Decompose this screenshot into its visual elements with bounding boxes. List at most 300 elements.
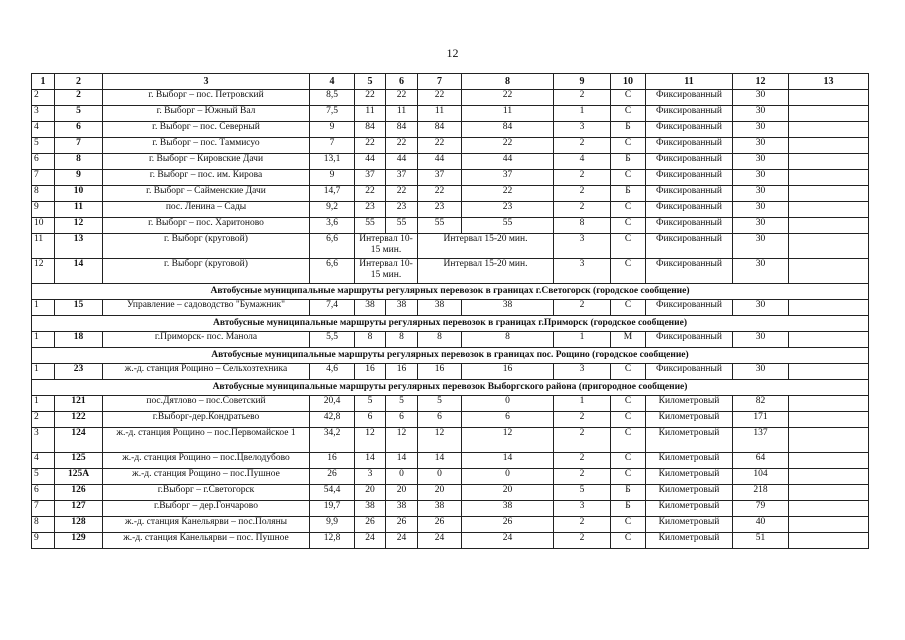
table-cell: 37	[462, 170, 554, 186]
table-cell: 12,8	[310, 533, 355, 549]
table-cell: 4	[32, 122, 55, 138]
table-cell: 22	[355, 186, 386, 202]
table-cell: 3	[554, 259, 611, 284]
table-cell: 44	[355, 154, 386, 170]
table-cell: ж.-д. станция Канельярви – пос. Пушное	[103, 533, 310, 549]
table-cell: 11	[418, 106, 462, 122]
table-cell: ж.-д. станция Рощино – пос.Цвелодубово	[103, 453, 310, 469]
table-cell: 22	[386, 138, 418, 154]
table-cell: 23	[386, 202, 418, 218]
table-cell: Фиксированный	[646, 259, 733, 284]
table-cell: Интервал 10-15 мин.	[355, 259, 418, 284]
table-cell: 30	[733, 170, 789, 186]
table-cell: 6,6	[310, 234, 355, 259]
table-cell: 1	[32, 396, 55, 412]
table-cell: 26	[418, 517, 462, 533]
table-cell: г. Выборг – Кировские Дачи	[103, 154, 310, 170]
table-cell: 5	[32, 138, 55, 154]
table-cell: 124	[55, 428, 103, 453]
table-cell: 2	[554, 517, 611, 533]
table-cell: 30	[733, 90, 789, 106]
column-header: 3	[103, 74, 310, 90]
table-cell: 3	[554, 501, 611, 517]
table-cell: 5,5	[310, 332, 355, 348]
table-cell: 9	[32, 533, 55, 549]
table-cell: 14	[462, 453, 554, 469]
table-cell: 3	[32, 428, 55, 453]
table-cell: 2	[554, 186, 611, 202]
table-cell: 9	[32, 202, 55, 218]
table-cell: 9,2	[310, 202, 355, 218]
table-cell	[789, 332, 869, 348]
table-body	[32, 90, 869, 549]
table-cell: 1	[32, 364, 55, 380]
table-row	[32, 300, 869, 316]
table-cell: 14	[418, 453, 462, 469]
table-row	[32, 106, 869, 122]
table-cell: 5	[554, 485, 611, 501]
table-cell: Интервал 15-20 мин.	[418, 234, 554, 259]
table-cell: 84	[462, 122, 554, 138]
table-cell: Фиксированный	[646, 218, 733, 234]
table-cell: 6	[55, 122, 103, 138]
table-cell: г. Выборг (круговой)	[103, 259, 310, 284]
table-cell: 40	[733, 517, 789, 533]
table-cell: 2	[554, 533, 611, 549]
table-cell: пос.Дятлово – пос.Советский	[103, 396, 310, 412]
table-cell: Фиксированный	[646, 106, 733, 122]
table-cell: 12	[55, 218, 103, 234]
table-cell: 30	[733, 186, 789, 202]
table-cell: 55	[386, 218, 418, 234]
table-row	[32, 234, 869, 259]
table-cell: 14	[355, 453, 386, 469]
table-cell: 30	[733, 202, 789, 218]
table-cell: 2	[554, 300, 611, 316]
table-cell: 22	[355, 138, 386, 154]
table-cell: 12	[462, 428, 554, 453]
table-cell: 44	[462, 154, 554, 170]
table-cell: 5	[418, 396, 462, 412]
table-cell: ж.-д. станция Рощино – Сельхозтехника	[103, 364, 310, 380]
table-cell: 4	[554, 154, 611, 170]
table-cell	[789, 364, 869, 380]
table-cell: 19,7	[310, 501, 355, 517]
table-cell	[789, 501, 869, 517]
table-cell: 13,1	[310, 154, 355, 170]
table-cell: 3,6	[310, 218, 355, 234]
table-cell: 7,5	[310, 106, 355, 122]
table-cell: Фиксированный	[646, 202, 733, 218]
table-cell: 8,5	[310, 90, 355, 106]
table-cell: 127	[55, 501, 103, 517]
table-cell: г. Выборг – Сайменские Дачи	[103, 186, 310, 202]
table-cell: 104	[733, 469, 789, 485]
table-cell: 20	[386, 485, 418, 501]
table-cell: 2	[554, 453, 611, 469]
table-cell: Фиксированный	[646, 154, 733, 170]
table-cell: г. Выборг – пос. Петровский	[103, 90, 310, 106]
table-cell: С	[611, 412, 646, 428]
column-header: 7	[418, 74, 462, 90]
table-cell: Километровый	[646, 453, 733, 469]
table-row	[32, 90, 869, 106]
table-cell: 38	[386, 501, 418, 517]
table-cell: 3	[32, 106, 55, 122]
table-cell: г.Выборг – г.Светогорск	[103, 485, 310, 501]
table-cell: 42,8	[310, 412, 355, 428]
table-cell: Фиксированный	[646, 138, 733, 154]
table-cell: Б	[611, 186, 646, 202]
table-cell: 23	[355, 202, 386, 218]
table-cell: 14	[55, 259, 103, 284]
table-cell: 10	[32, 218, 55, 234]
table-cell: 30	[733, 332, 789, 348]
table-cell: 54,4	[310, 485, 355, 501]
table-cell: 55	[462, 218, 554, 234]
table-cell: 3	[554, 122, 611, 138]
table-cell: 64	[733, 453, 789, 469]
table-row	[32, 469, 869, 485]
table-row	[32, 428, 869, 453]
table-cell: 7	[32, 501, 55, 517]
table-cell	[789, 234, 869, 259]
table-cell: С	[611, 300, 646, 316]
routes-table	[31, 73, 869, 549]
table-cell: 30	[733, 106, 789, 122]
table-cell: 5	[55, 106, 103, 122]
table-cell: 18	[55, 332, 103, 348]
table-cell: 3	[554, 234, 611, 259]
table-cell: 84	[386, 122, 418, 138]
table-cell: 2	[554, 202, 611, 218]
table-cell: 2	[554, 170, 611, 186]
section-title: Автобусные муниципальные маршруты регулярных перевозок в границах г.Приморск (городское сообщение)	[32, 316, 869, 332]
table-cell: Километровый	[646, 517, 733, 533]
table-row	[32, 218, 869, 234]
table-cell: 24	[462, 533, 554, 549]
table-cell: 12	[32, 259, 55, 284]
table-cell: 6,6	[310, 259, 355, 284]
table-cell: г. Выборг – пос. Харитоново	[103, 218, 310, 234]
table-row	[32, 517, 869, 533]
column-header: 11	[646, 74, 733, 90]
table-cell: 218	[733, 485, 789, 501]
table-cell	[789, 428, 869, 453]
table-cell	[789, 533, 869, 549]
table-cell: Километровый	[646, 428, 733, 453]
table-cell: 8	[386, 332, 418, 348]
table-cell: 9,9	[310, 517, 355, 533]
table-cell: 34,2	[310, 428, 355, 453]
table-cell: 7	[55, 138, 103, 154]
table-cell: Б	[611, 501, 646, 517]
table-cell: 55	[418, 218, 462, 234]
table-cell: 84	[418, 122, 462, 138]
table-cell: Фиксированный	[646, 186, 733, 202]
table-cell: 37	[386, 170, 418, 186]
column-header: 8	[462, 74, 554, 90]
table-cell: г.Приморск- пос. Манола	[103, 332, 310, 348]
table-cell: С	[611, 106, 646, 122]
table-cell	[789, 412, 869, 428]
table-cell: 22	[462, 186, 554, 202]
table-cell: 6	[32, 485, 55, 501]
table-cell: С	[611, 259, 646, 284]
table-cell: г. Выборг (круговой)	[103, 234, 310, 259]
table-cell: 1	[554, 332, 611, 348]
column-header: 1	[32, 74, 55, 90]
table-cell: 20	[462, 485, 554, 501]
table-cell: 2	[554, 412, 611, 428]
table-cell: г. Выборг – Южный Вал	[103, 106, 310, 122]
table-cell: 7	[32, 170, 55, 186]
table-cell: 14	[386, 453, 418, 469]
table-cell: 38	[386, 300, 418, 316]
table-row	[32, 138, 869, 154]
table-cell: С	[611, 453, 646, 469]
table-cell: 24	[386, 533, 418, 549]
table-cell: Фиксированный	[646, 234, 733, 259]
table-cell: 12	[386, 428, 418, 453]
table-cell: 11	[32, 234, 55, 259]
table-cell: ж.-д. станция Канельярви – пос.Поляны	[103, 517, 310, 533]
table-cell: С	[611, 517, 646, 533]
table-cell	[789, 453, 869, 469]
table-cell: 16	[386, 364, 418, 380]
table-cell: 6	[355, 412, 386, 428]
table-cell: 23	[55, 364, 103, 380]
table-cell: Километровый	[646, 469, 733, 485]
table-cell: 16	[418, 364, 462, 380]
table-cell: 26	[310, 469, 355, 485]
column-header: 2	[55, 74, 103, 90]
table-cell: 3	[355, 469, 386, 485]
table-cell: Фиксированный	[646, 122, 733, 138]
table-cell: 6	[418, 412, 462, 428]
table-cell: 2	[554, 138, 611, 154]
table-cell: 38	[462, 501, 554, 517]
table-cell: 125А	[55, 469, 103, 485]
table-cell: г.Выборг-дер.Кондратьево	[103, 412, 310, 428]
table-cell: 12	[418, 428, 462, 453]
table-cell: 1	[32, 332, 55, 348]
table-cell: 16	[462, 364, 554, 380]
table-cell: Интервал 15-20 мин.	[418, 259, 554, 284]
table-cell: Километровый	[646, 396, 733, 412]
table-cell: 4	[32, 453, 55, 469]
table-cell: С	[611, 234, 646, 259]
table-cell: 2	[554, 469, 611, 485]
table-cell: 9	[310, 122, 355, 138]
table-cell: Б	[611, 485, 646, 501]
table-cell: 22	[418, 138, 462, 154]
table-cell: 12	[355, 428, 386, 453]
table-cell	[789, 469, 869, 485]
table-cell	[789, 186, 869, 202]
table-cell: 22	[386, 90, 418, 106]
table-cell: 37	[355, 170, 386, 186]
table-cell: 4,6	[310, 364, 355, 380]
table-cell: ж.-д. станция Рощино – пос.Пушное	[103, 469, 310, 485]
table-cell: 0	[418, 469, 462, 485]
table-cell: 8	[554, 218, 611, 234]
table-cell: 79	[733, 501, 789, 517]
table-row	[32, 170, 869, 186]
column-header: 9	[554, 74, 611, 90]
column-header: 4	[310, 74, 355, 90]
table-cell: Фиксированный	[646, 300, 733, 316]
table-cell: 22	[418, 90, 462, 106]
table-cell: 5	[386, 396, 418, 412]
page-number: 12	[446, 46, 459, 60]
table-cell: 6	[32, 154, 55, 170]
table-cell: 122	[55, 412, 103, 428]
table-cell: 6	[386, 412, 418, 428]
table-cell: С	[611, 218, 646, 234]
table-cell: 2	[32, 412, 55, 428]
table-cell: 38	[418, 300, 462, 316]
table-row	[32, 412, 869, 428]
table-cell: 1	[554, 106, 611, 122]
table-cell: 2	[32, 90, 55, 106]
table-cell: 8	[32, 517, 55, 533]
table-row	[32, 396, 869, 412]
table-cell: 37	[418, 170, 462, 186]
table-cell: 16	[310, 453, 355, 469]
column-header: 13	[789, 74, 869, 90]
table-cell: Управление – садоводство "Бумажник"	[103, 300, 310, 316]
table-cell: С	[611, 170, 646, 186]
table-cell: 20	[418, 485, 462, 501]
table-cell: 129	[55, 533, 103, 549]
section-title: Автобусные муниципальные маршруты регулярных перевозок в границах г.Светогорск (городское сообщение)	[32, 284, 869, 300]
table-cell: 3	[554, 364, 611, 380]
table-cell: 7	[310, 138, 355, 154]
table-row	[32, 364, 869, 380]
table-row	[32, 533, 869, 549]
table-cell: 0	[462, 469, 554, 485]
table-row	[32, 485, 869, 501]
table-cell: 22	[462, 138, 554, 154]
table-cell: 51	[733, 533, 789, 549]
table-row	[32, 154, 869, 170]
table-row	[32, 186, 869, 202]
table-cell: 8	[55, 154, 103, 170]
table-cell	[789, 259, 869, 284]
table-cell: 23	[462, 202, 554, 218]
table-cell: Километровый	[646, 412, 733, 428]
table-cell: 14,7	[310, 186, 355, 202]
table-cell: 8	[32, 186, 55, 202]
table-cell: г. Выборг – пос. им. Кирова	[103, 170, 310, 186]
table-cell: Б	[611, 122, 646, 138]
table-cell: Интервал 10-15 мин.	[355, 234, 418, 259]
table-cell	[789, 485, 869, 501]
table-cell: С	[611, 428, 646, 453]
table-cell: 22	[386, 186, 418, 202]
column-header: 6	[386, 74, 418, 90]
table-cell: Километровый	[646, 533, 733, 549]
table-cell: 26	[355, 517, 386, 533]
table-cell: 8	[418, 332, 462, 348]
table-cell: 0	[386, 469, 418, 485]
table-cell	[789, 154, 869, 170]
table-cell	[789, 122, 869, 138]
table-cell: 22	[462, 90, 554, 106]
table-cell: С	[611, 396, 646, 412]
table-cell: 1	[32, 300, 55, 316]
table-cell	[789, 138, 869, 154]
section-row	[32, 284, 869, 300]
table-cell: 23	[418, 202, 462, 218]
table-cell: 9	[310, 170, 355, 186]
table-cell: Фиксированный	[646, 332, 733, 348]
table-row	[32, 122, 869, 138]
table-cell: М	[611, 332, 646, 348]
table-cell: 137	[733, 428, 789, 453]
table-cell: 2	[55, 90, 103, 106]
table-cell: 2	[554, 428, 611, 453]
table-cell: 38	[462, 300, 554, 316]
table-cell: 15	[55, 300, 103, 316]
table-cell: 30	[733, 138, 789, 154]
table-cell: 11	[462, 106, 554, 122]
table-cell: 30	[733, 122, 789, 138]
table-cell	[789, 396, 869, 412]
table-cell	[789, 90, 869, 106]
table-cell: 11	[386, 106, 418, 122]
table-cell: 26	[386, 517, 418, 533]
table-cell: 8	[355, 332, 386, 348]
table-cell: 84	[355, 122, 386, 138]
column-header: 12	[733, 74, 789, 90]
table-cell: 30	[733, 234, 789, 259]
table-row	[32, 259, 869, 284]
table-cell: Фиксированный	[646, 170, 733, 186]
table-cell: 5	[32, 469, 55, 485]
section-row	[32, 316, 869, 332]
table-cell: 11	[55, 202, 103, 218]
table-cell: 22	[355, 90, 386, 106]
table-cell: С	[611, 90, 646, 106]
table-cell: 20	[355, 485, 386, 501]
table-cell: 24	[355, 533, 386, 549]
table-cell: 121	[55, 396, 103, 412]
table-cell: 126	[55, 485, 103, 501]
table-cell: 2	[554, 90, 611, 106]
section-title: Автобусные муниципальные маршруты регулярных перевозок в границах пос. Рощино (городское сообщение)	[32, 348, 869, 364]
table-cell: Б	[611, 154, 646, 170]
table-cell: С	[611, 202, 646, 218]
table-cell: 9	[55, 170, 103, 186]
header-row	[32, 74, 869, 90]
table-cell: пос. Ленина – Сады	[103, 202, 310, 218]
table-cell: г. Выборг – пос. Северный	[103, 122, 310, 138]
table-cell	[789, 202, 869, 218]
table-cell: 7,4	[310, 300, 355, 316]
table-cell	[789, 106, 869, 122]
table-cell	[789, 170, 869, 186]
table-cell: 44	[418, 154, 462, 170]
table-cell: 44	[386, 154, 418, 170]
table-row	[32, 453, 869, 469]
table-cell: 5	[355, 396, 386, 412]
table-cell: 8	[462, 332, 554, 348]
table-cell: 22	[418, 186, 462, 202]
table-cell: 10	[55, 186, 103, 202]
table-cell: 24	[418, 533, 462, 549]
